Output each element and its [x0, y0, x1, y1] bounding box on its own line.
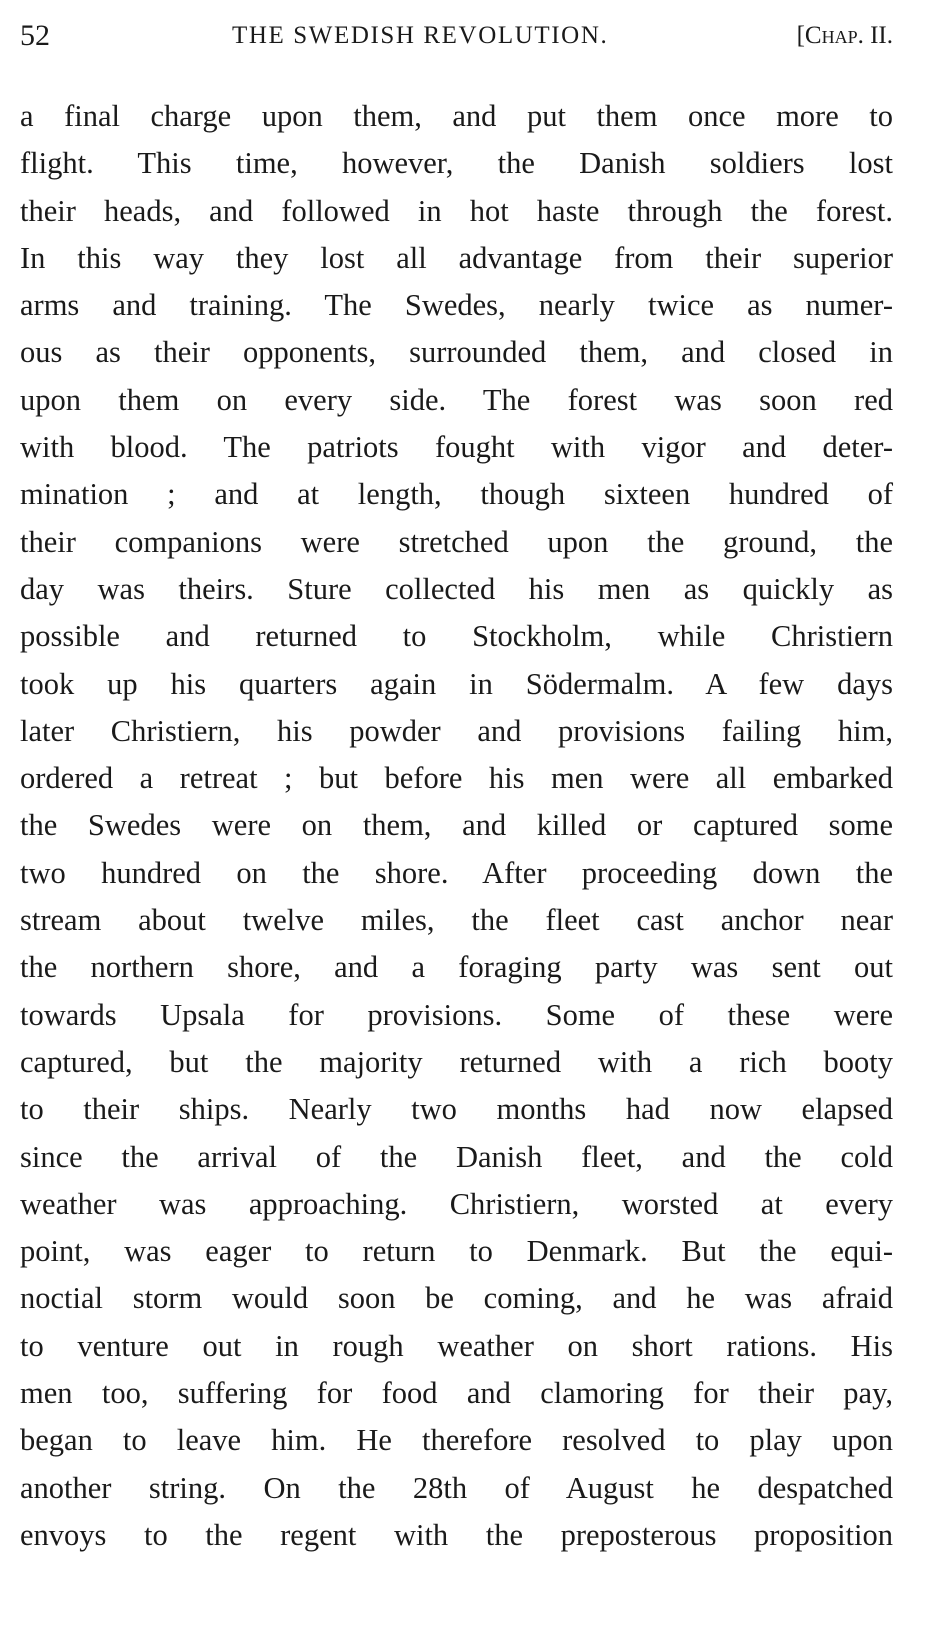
text-line: took up his quarters again in Södermalm. A few days: [20, 666, 893, 701]
text-line: since the arrival of the Danish fleet, and the cold: [20, 1139, 893, 1174]
text-line: ordered a retreat ; but before his men were all embarked: [20, 761, 893, 796]
text-line: upon them on every side. The forest was soon red: [20, 382, 893, 417]
text-line: men too, suffering for food and clamoring for their pay,: [20, 1376, 893, 1411]
text-line: mination ; and at length, though sixteen hundred of: [20, 477, 893, 512]
text-line: point, was eager to return to Denmark. But the equi-: [20, 1234, 893, 1269]
text-line: two hundred on the shore. After proceeding down the: [20, 855, 893, 890]
text-line: another string. On the 28th of August he despatched: [20, 1470, 893, 1505]
text-line: the northern shore, and a foraging party was sent out: [20, 950, 893, 985]
text-line: stream about twelve miles, the fleet cast anchor near: [20, 903, 893, 938]
running-title: THE SWEDISH REVOLUTION.: [232, 22, 609, 49]
text-line: to venture out in rough weather on short rations. His: [20, 1328, 893, 1363]
text-line: a final charge upon them, and put them once more to: [20, 99, 893, 133]
page-number: 52: [20, 19, 50, 52]
chapter-label: Chap.: [804, 22, 864, 49]
text-line: captured, but the majority returned with a rich booty: [20, 1044, 893, 1079]
text-line: weather was approaching. Christiern, worsted at every: [20, 1186, 893, 1221]
text-line: noctial storm would soon be coming, and he was afraid: [20, 1281, 893, 1316]
text-line: with blood. The patriots fought with vigor and deter-: [20, 430, 893, 465]
body-text: [20, 93, 893, 1559]
text-line: arms and training. The Swedes, nearly twice as numer-: [20, 288, 893, 323]
text-line: their companions were stretched upon the ground, the: [20, 524, 893, 559]
book-page: [20, 0, 893, 1640]
text-line: In this way they lost all advantage from their superior: [20, 240, 893, 275]
chapter-number: II.: [870, 22, 893, 49]
text-line: later Christiern, his powder and provisions failing him,: [20, 713, 893, 748]
text-line: day was theirs. Sture collected his men as quickly as: [20, 571, 893, 606]
text-line: the Swedes were on them, and killed or captured some: [20, 808, 893, 843]
chapter-bracket: [: [796, 22, 805, 49]
text-line: flight. This time, however, the Danish soldiers lost: [20, 146, 893, 181]
text-line: envoys to the regent with the preposterous proposition: [20, 1517, 893, 1552]
text-line: towards Upsala for provisions. Some of these were: [20, 997, 893, 1032]
text-line: began to leave him. He therefore resolved to play upon: [20, 1423, 893, 1458]
text-line: their heads, and followed in hot haste through the forest.: [20, 193, 893, 228]
chapter-reference: [797, 16, 893, 56]
text-line: ous as their opponents, surrounded them, and closed in: [20, 335, 893, 370]
running-head: [20, 16, 893, 56]
text-line: possible and returned to Stockholm, while Christiern: [20, 619, 893, 654]
text-line: to their ships. Nearly two months had now elapsed: [20, 1092, 893, 1127]
